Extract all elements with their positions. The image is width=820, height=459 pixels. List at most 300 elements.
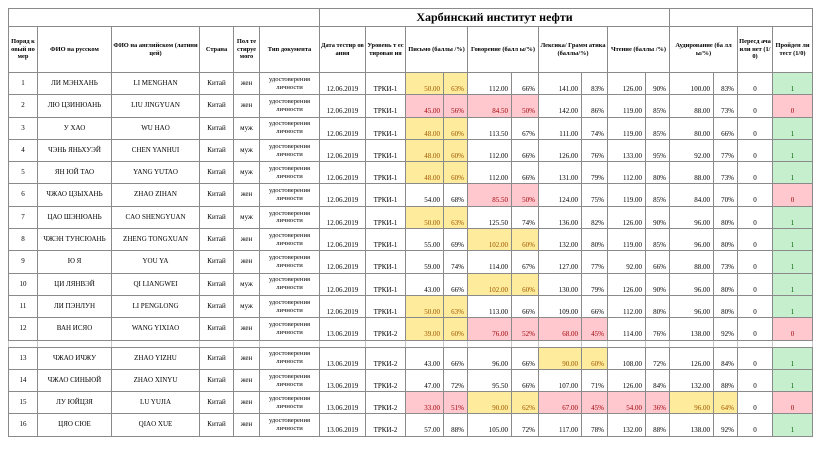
document-type-cell: удостоверения личности <box>260 369 320 391</box>
header-fio-ru: ФИО на русском <box>38 27 112 73</box>
row-number: 9 <box>9 251 38 273</box>
speaking-percent-cell: 67% <box>512 251 539 273</box>
lexis-percent-cell: 45% <box>582 318 608 340</box>
writing-percent-cell: 69% <box>444 229 468 251</box>
test-level-cell: ТРКИ-1 <box>366 73 406 95</box>
name-russian: ЛИ МЭНХАНЬ <box>38 73 112 95</box>
table-row <box>9 251 813 273</box>
row-number: 14 <box>9 369 38 391</box>
passed-cell: 0 <box>773 95 813 117</box>
retake-cell: 0 <box>738 206 773 228</box>
listening-percent-cell: 80% <box>714 229 738 251</box>
title-row <box>9 9 813 27</box>
listening-percent-cell: 83% <box>714 73 738 95</box>
speaking-percent-cell: 66% <box>512 295 539 317</box>
lexis-score-cell: 142.00 <box>539 95 582 117</box>
passed-cell: 1 <box>773 347 813 369</box>
country-cell: Китай <box>200 184 234 206</box>
test-date-cell: 13.06.2019 <box>320 347 366 369</box>
writing-percent-cell: 63% <box>444 206 468 228</box>
reading-percent-cell: 85% <box>646 117 670 139</box>
speaking-score-cell: 113.50 <box>468 117 512 139</box>
writing-percent-cell: 60% <box>444 162 468 184</box>
reading-percent-cell: 85% <box>646 229 670 251</box>
country-cell: Китай <box>200 318 234 340</box>
test-level-cell: ТРКИ-1 <box>366 295 406 317</box>
lexis-score-cell: 127.00 <box>539 251 582 273</box>
passed-cell: 1 <box>773 251 813 273</box>
header-listening: Аудирование (ба ллы/%) <box>670 27 738 73</box>
test-level-cell: ТРКИ-1 <box>366 229 406 251</box>
table-row <box>9 347 813 369</box>
passed-cell: 1 <box>773 139 813 161</box>
name-latin: ZHAO YIZHU <box>112 347 200 369</box>
country-cell: Китай <box>200 251 234 273</box>
listening-score-cell: 96.00 <box>670 273 714 295</box>
speaking-percent-cell: 74% <box>512 206 539 228</box>
gender-cell: жен <box>234 251 260 273</box>
row-number: 10 <box>9 273 38 295</box>
name-russian: ЛИ ПЭНЛУН <box>38 295 112 317</box>
reading-percent-cell: 72% <box>646 347 670 369</box>
row-number: 8 <box>9 229 38 251</box>
country-cell: Китай <box>200 206 234 228</box>
row-number: 2 <box>9 95 38 117</box>
name-latin: ZHAO XINYU <box>112 369 200 391</box>
passed-cell: 0 <box>773 392 813 414</box>
test-date-cell: 12.06.2019 <box>320 229 366 251</box>
reading-score-cell: 119.00 <box>608 117 646 139</box>
country-cell: Китай <box>200 414 234 436</box>
writing-score-cell: 47.00 <box>406 369 444 391</box>
writing-score-cell: 54.00 <box>406 184 444 206</box>
document-type-cell: удостоверения личности <box>260 251 320 273</box>
reading-percent-cell: 66% <box>646 251 670 273</box>
table-row <box>9 392 813 414</box>
name-russian: ЧЖЭН ТУНСЮАНЬ <box>38 229 112 251</box>
lexis-percent-cell: 71% <box>582 369 608 391</box>
listening-score-cell: 100.00 <box>670 73 714 95</box>
row-number: 15 <box>9 392 38 414</box>
speaking-score-cell: 102.00 <box>468 229 512 251</box>
writing-percent-cell: 63% <box>444 295 468 317</box>
name-latin: CAO SHENGYUAN <box>112 206 200 228</box>
lexis-percent-cell: 78% <box>582 414 608 436</box>
listening-percent-cell: 80% <box>714 295 738 317</box>
speaking-score-cell: 85.50 <box>468 184 512 206</box>
reading-percent-cell: 88% <box>646 414 670 436</box>
gender-cell: жен <box>234 95 260 117</box>
test-date-cell: 12.06.2019 <box>320 206 366 228</box>
name-russian: Ю Я <box>38 251 112 273</box>
writing-score-cell: 45.00 <box>406 95 444 117</box>
table-row <box>9 162 813 184</box>
gender-cell: муж <box>234 273 260 295</box>
name-russian: ЧЖАО ИЧЖУ <box>38 347 112 369</box>
lexis-score-cell: 132.00 <box>539 229 582 251</box>
lexis-percent-cell: 80% <box>582 229 608 251</box>
test-level-cell: ТРКИ-1 <box>366 95 406 117</box>
speaking-score-cell: 95.50 <box>468 369 512 391</box>
gender-cell: муж <box>234 162 260 184</box>
reading-percent-cell: 76% <box>646 318 670 340</box>
lexis-score-cell: 109.00 <box>539 295 582 317</box>
writing-score-cell: 48.00 <box>406 162 444 184</box>
row-number: 11 <box>9 295 38 317</box>
header-doc: Тип документа <box>260 27 320 73</box>
test-level-cell: ТРКИ-1 <box>366 206 406 228</box>
reading-score-cell: 126.00 <box>608 73 646 95</box>
header-fio-en: ФИО на английском (латиницей) <box>112 27 200 73</box>
reading-percent-cell: 90% <box>646 273 670 295</box>
test-level-cell: ТРКИ-1 <box>366 184 406 206</box>
spacer-row <box>9 340 813 347</box>
writing-score-cell: 48.00 <box>406 117 444 139</box>
retake-cell: 0 <box>738 139 773 161</box>
header-retake: Пересд ача или нет (1/0) <box>738 27 773 73</box>
retake-cell: 0 <box>738 414 773 436</box>
lexis-percent-cell: 60% <box>582 347 608 369</box>
test-level-cell: ТРКИ-1 <box>366 117 406 139</box>
listening-percent-cell: 66% <box>714 117 738 139</box>
row-number: 3 <box>9 117 38 139</box>
lexis-score-cell: 68.00 <box>539 318 582 340</box>
header-row <box>9 27 813 73</box>
header-gender: Пол те стируе мого <box>234 27 260 73</box>
reading-score-cell: 119.00 <box>608 95 646 117</box>
table-row <box>9 73 813 95</box>
name-latin: CHEN YANHUI <box>112 139 200 161</box>
name-latin: QI LIANGWEI <box>112 273 200 295</box>
listening-score-cell: 132.00 <box>670 369 714 391</box>
speaking-percent-cell: 52% <box>512 318 539 340</box>
retake-cell: 0 <box>738 95 773 117</box>
writing-percent-cell: 60% <box>444 318 468 340</box>
lexis-percent-cell: 45% <box>582 392 608 414</box>
name-russian: ЦЯО СЮЕ <box>38 414 112 436</box>
passed-cell: 1 <box>773 295 813 317</box>
listening-score-cell: 88.00 <box>670 162 714 184</box>
document-type-cell: удостоверения личности <box>260 117 320 139</box>
header-lexis: Лексика/ Грамм атика (баллы/%) <box>539 27 608 73</box>
lexis-percent-cell: 82% <box>582 206 608 228</box>
speaking-score-cell: 96.00 <box>468 347 512 369</box>
table-row <box>9 139 813 161</box>
lexis-percent-cell: 79% <box>582 162 608 184</box>
writing-score-cell: 33.00 <box>406 392 444 414</box>
table-row <box>9 95 813 117</box>
speaking-score-cell: 76.00 <box>468 318 512 340</box>
speaking-percent-cell: 66% <box>512 369 539 391</box>
writing-score-cell: 43.00 <box>406 347 444 369</box>
speaking-percent-cell: 66% <box>512 162 539 184</box>
header-level: Уровень т естирован ия <box>366 27 406 73</box>
test-date-cell: 12.06.2019 <box>320 162 366 184</box>
reading-percent-cell: 84% <box>646 369 670 391</box>
lexis-score-cell: 131.00 <box>539 162 582 184</box>
reading-score-cell: 126.00 <box>608 369 646 391</box>
reading-score-cell: 133.00 <box>608 139 646 161</box>
lexis-percent-cell: 79% <box>582 273 608 295</box>
name-latin: LIU JINGYUAN <box>112 95 200 117</box>
speaking-score-cell: 112.00 <box>468 139 512 161</box>
reading-percent-cell: 95% <box>646 139 670 161</box>
lexis-percent-cell: 74% <box>582 117 608 139</box>
test-date-cell: 12.06.2019 <box>320 184 366 206</box>
writing-percent-cell: 68% <box>444 184 468 206</box>
name-latin: YANG YUTAO <box>112 162 200 184</box>
retake-cell: 0 <box>738 73 773 95</box>
listening-percent-cell: 64% <box>714 392 738 414</box>
name-russian: У ХАО <box>38 117 112 139</box>
reading-percent-cell: 80% <box>646 295 670 317</box>
listening-score-cell: 88.00 <box>670 251 714 273</box>
lexis-percent-cell: 76% <box>582 139 608 161</box>
listening-score-cell: 84.00 <box>670 184 714 206</box>
listening-score-cell: 138.00 <box>670 318 714 340</box>
name-russian: ЧЖАО СИНЬЮЙ <box>38 369 112 391</box>
country-cell: Китай <box>200 117 234 139</box>
document-type-cell: удостоверения личности <box>260 73 320 95</box>
table-row <box>9 369 813 391</box>
name-latin: WANG YIXIAO <box>112 318 200 340</box>
listening-percent-cell: 84% <box>714 347 738 369</box>
lexis-percent-cell: 66% <box>582 295 608 317</box>
speaking-percent-cell: 50% <box>512 184 539 206</box>
lexis-score-cell: 141.00 <box>539 73 582 95</box>
listening-percent-cell: 88% <box>714 369 738 391</box>
lexis-score-cell: 124.00 <box>539 184 582 206</box>
lexis-score-cell: 107.00 <box>539 369 582 391</box>
speaking-percent-cell: 72% <box>512 414 539 436</box>
country-cell: Китай <box>200 229 234 251</box>
test-level-cell: ТРКИ-1 <box>366 273 406 295</box>
speaking-percent-cell: 67% <box>512 117 539 139</box>
passed-cell: 1 <box>773 414 813 436</box>
gender-cell: жен <box>234 414 260 436</box>
speaking-score-cell: 84.50 <box>468 95 512 117</box>
listening-percent-cell: 73% <box>714 251 738 273</box>
passed-cell: 1 <box>773 162 813 184</box>
passed-cell: 1 <box>773 73 813 95</box>
speaking-score-cell: 125.50 <box>468 206 512 228</box>
lexis-percent-cell: 83% <box>582 73 608 95</box>
listening-score-cell: 80.00 <box>670 117 714 139</box>
writing-score-cell: 57.00 <box>406 414 444 436</box>
speaking-score-cell: 113.00 <box>468 295 512 317</box>
row-number: 1 <box>9 73 38 95</box>
reading-score-cell: 92.00 <box>608 251 646 273</box>
gender-cell: жен <box>234 184 260 206</box>
document-type-cell: удостоверения личности <box>260 392 320 414</box>
test-date-cell: 13.06.2019 <box>320 414 366 436</box>
test-level-cell: ТРКИ-2 <box>366 369 406 391</box>
listening-score-cell: 96.00 <box>670 229 714 251</box>
reading-score-cell: 132.00 <box>608 414 646 436</box>
listening-percent-cell: 80% <box>714 273 738 295</box>
reading-percent-cell: 80% <box>646 162 670 184</box>
retake-cell: 0 <box>738 369 773 391</box>
test-date-cell: 13.06.2019 <box>320 369 366 391</box>
table-row <box>9 318 813 340</box>
lexis-percent-cell: 75% <box>582 184 608 206</box>
country-cell: Китай <box>200 295 234 317</box>
speaking-score-cell: 114.00 <box>468 251 512 273</box>
listening-score-cell: 96.00 <box>670 392 714 414</box>
name-latin: YOU YA <box>112 251 200 273</box>
sheet-title: Харбинский институт нефти <box>320 9 670 27</box>
name-latin: LI MENGHAN <box>112 73 200 95</box>
test-level-cell: ТРКИ-2 <box>366 414 406 436</box>
test-level-cell: ТРКИ-1 <box>366 139 406 161</box>
name-russian: ЦИ ЛЯНВЭЙ <box>38 273 112 295</box>
table-row <box>9 273 813 295</box>
name-latin: QIAO XUE <box>112 414 200 436</box>
country-cell: Китай <box>200 273 234 295</box>
gender-cell: муж <box>234 117 260 139</box>
name-russian: ЛЮ ЦЗИНЮАНЬ <box>38 95 112 117</box>
listening-score-cell: 88.00 <box>670 95 714 117</box>
listening-score-cell: 92.00 <box>670 139 714 161</box>
speaking-score-cell: 112.00 <box>468 162 512 184</box>
speaking-percent-cell: 50% <box>512 95 539 117</box>
row-number: 5 <box>9 162 38 184</box>
listening-percent-cell: 77% <box>714 139 738 161</box>
speaking-percent-cell: 66% <box>512 139 539 161</box>
document-type-cell: удостоверения личности <box>260 206 320 228</box>
table-row <box>9 295 813 317</box>
lexis-percent-cell: 77% <box>582 251 608 273</box>
writing-percent-cell: 51% <box>444 392 468 414</box>
gender-cell: жен <box>234 73 260 95</box>
retake-cell: 0 <box>738 318 773 340</box>
reading-percent-cell: 90% <box>646 206 670 228</box>
country-cell: Китай <box>200 95 234 117</box>
speaking-percent-cell: 60% <box>512 229 539 251</box>
reading-percent-cell: 36% <box>646 392 670 414</box>
lexis-score-cell: 117.00 <box>539 414 582 436</box>
header-reading: Чтение (баллы /%) <box>608 27 670 73</box>
reading-score-cell: 126.00 <box>608 273 646 295</box>
lexis-score-cell: 111.00 <box>539 117 582 139</box>
name-russian: ЛУ ЮЙЦЗЯ <box>38 392 112 414</box>
results-table <box>8 8 813 437</box>
header-passed: Пройден ли тест (1/0) <box>773 27 813 73</box>
writing-percent-cell: 72% <box>444 369 468 391</box>
document-type-cell: удостоверения личности <box>260 95 320 117</box>
retake-cell: 0 <box>738 295 773 317</box>
gender-cell: муж <box>234 139 260 161</box>
reading-score-cell: 54.00 <box>608 392 646 414</box>
passed-cell: 1 <box>773 206 813 228</box>
passed-cell: 0 <box>773 318 813 340</box>
name-russian: ЧЖАО ЦЗЫХАНЬ <box>38 184 112 206</box>
retake-cell: 0 <box>738 273 773 295</box>
country-cell: Китай <box>200 73 234 95</box>
header-country: Страна <box>200 27 234 73</box>
document-type-cell: удостоверения личности <box>260 295 320 317</box>
header-writing: Письмо (баллы /%) <box>406 27 468 73</box>
reading-percent-cell: 90% <box>646 73 670 95</box>
writing-score-cell: 50.00 <box>406 295 444 317</box>
writing-score-cell: 48.00 <box>406 139 444 161</box>
header-date: Дата тестир ования <box>320 27 366 73</box>
table-row <box>9 229 813 251</box>
speaking-percent-cell: 66% <box>512 73 539 95</box>
writing-score-cell: 55.00 <box>406 229 444 251</box>
table-row <box>9 206 813 228</box>
gender-cell: жен <box>234 229 260 251</box>
test-date-cell: 12.06.2019 <box>320 139 366 161</box>
listening-percent-cell: 80% <box>714 206 738 228</box>
name-russian: ЯН ЮЙ ТАО <box>38 162 112 184</box>
gender-cell: муж <box>234 206 260 228</box>
country-cell: Китай <box>200 347 234 369</box>
test-date-cell: 13.06.2019 <box>320 392 366 414</box>
document-type-cell: удостоверения личности <box>260 414 320 436</box>
lexis-score-cell: 90.00 <box>539 347 582 369</box>
test-level-cell: ТРКИ-1 <box>366 162 406 184</box>
document-type-cell: удостоверения личности <box>260 273 320 295</box>
document-type-cell: удостоверения личности <box>260 184 320 206</box>
row-number: 6 <box>9 184 38 206</box>
country-cell: Китай <box>200 392 234 414</box>
writing-percent-cell: 66% <box>444 347 468 369</box>
writing-percent-cell: 60% <box>444 139 468 161</box>
name-latin: ZHENG TONGXUAN <box>112 229 200 251</box>
name-latin: LI PENGLONG <box>112 295 200 317</box>
row-number: 4 <box>9 139 38 161</box>
document-type-cell: удостоверения личности <box>260 162 320 184</box>
lexis-percent-cell: 86% <box>582 95 608 117</box>
listening-percent-cell: 73% <box>714 162 738 184</box>
listening-percent-cell: 73% <box>714 95 738 117</box>
retake-cell: 0 <box>738 117 773 139</box>
gender-cell: жен <box>234 318 260 340</box>
reading-score-cell: 112.00 <box>608 162 646 184</box>
listening-percent-cell: 92% <box>714 414 738 436</box>
test-date-cell: 12.06.2019 <box>320 95 366 117</box>
passed-cell: 1 <box>773 369 813 391</box>
gender-cell: жен <box>234 369 260 391</box>
speaking-percent-cell: 66% <box>512 347 539 369</box>
test-level-cell: ТРКИ-2 <box>366 347 406 369</box>
listening-score-cell: 96.00 <box>670 206 714 228</box>
name-russian: ВАН ИСЯО <box>38 318 112 340</box>
listening-score-cell: 126.00 <box>670 347 714 369</box>
document-type-cell: удостоверения личности <box>260 347 320 369</box>
name-russian: ЧЭНЬ ЯНЬХУЭЙ <box>38 139 112 161</box>
speaking-percent-cell: 62% <box>512 392 539 414</box>
gender-cell: жен <box>234 347 260 369</box>
speaking-score-cell: 102.00 <box>468 273 512 295</box>
test-date-cell: 12.06.2019 <box>320 73 366 95</box>
table-row <box>9 414 813 436</box>
document-type-cell: удостоверения личности <box>260 318 320 340</box>
writing-score-cell: 59.00 <box>406 251 444 273</box>
passed-cell: 1 <box>773 273 813 295</box>
writing-score-cell: 50.00 <box>406 206 444 228</box>
test-level-cell: ТРКИ-2 <box>366 318 406 340</box>
reading-percent-cell: 85% <box>646 184 670 206</box>
document-type-cell: удостоверения личности <box>260 139 320 161</box>
retake-cell: 0 <box>738 347 773 369</box>
row-number: 16 <box>9 414 38 436</box>
reading-score-cell: 119.00 <box>608 184 646 206</box>
writing-percent-cell: 56% <box>444 95 468 117</box>
name-latin: ZHAO ZIHAN <box>112 184 200 206</box>
country-cell: Китай <box>200 369 234 391</box>
